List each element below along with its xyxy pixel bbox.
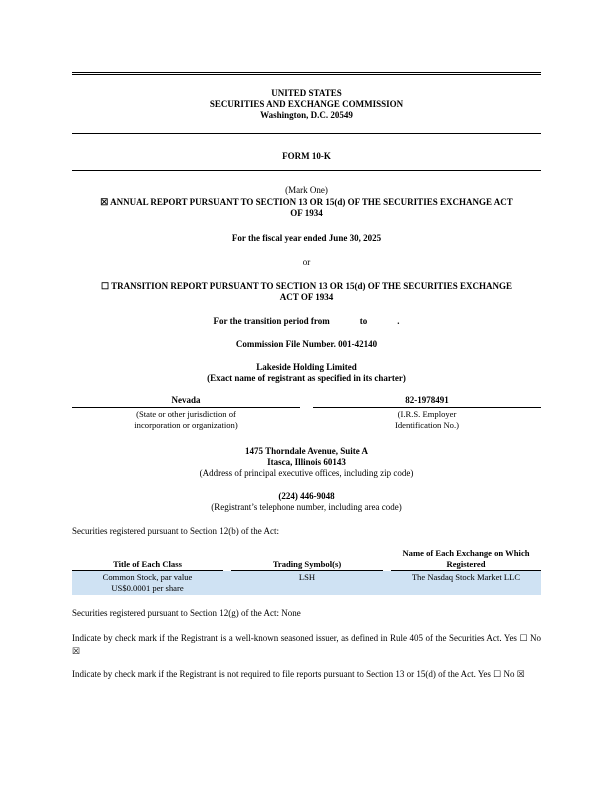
state-value: Nevada xyxy=(171,395,201,405)
state-caption-line-2: incorporation or organization) xyxy=(134,420,238,430)
transition-to-label: to xyxy=(359,316,368,326)
mark-one: (Mark One) xyxy=(285,185,328,195)
transition-checkbox-icon: ☐ xyxy=(100,281,110,291)
not-required-text: Indicate by check mark if the Registrant is not required to file reports pursuant to Section 13 or 15(d) of the Act. xyxy=(72,669,476,679)
transition-from-label: For the transition period from xyxy=(213,316,330,326)
annual-report-option xyxy=(72,197,541,219)
not-required-no-checkbox[interactable]: ☒ xyxy=(516,669,525,679)
wksi-no-label: No xyxy=(530,633,541,643)
header-exchange xyxy=(391,547,541,571)
registrant-name: Lakeside Holding Limited xyxy=(256,362,357,372)
state-caption-line-1: (State or other jurisdiction of xyxy=(136,409,236,419)
address-block xyxy=(72,446,541,479)
phone-caption: (Registrant’s telephone number, including area code) xyxy=(211,502,402,512)
header-line-3: Washington, D.C. 20549 xyxy=(260,110,353,120)
header-exchange-line-1: Name of Each Exchange on Which xyxy=(402,548,530,558)
header-exchange-line-2: Registered xyxy=(446,558,486,569)
transition-report-line-2: ACT OF 1934 xyxy=(279,292,334,302)
phone-block xyxy=(72,491,541,513)
irs-caption xyxy=(313,409,541,431)
wksi-no-checkbox[interactable]: ☒ xyxy=(72,645,81,656)
irs-caption-line-2: Identification No.) xyxy=(395,420,459,430)
not-required-no-label: No xyxy=(503,669,515,679)
securities-table-header xyxy=(72,547,541,571)
cell-trading-symbol: LSH xyxy=(231,571,383,595)
cell-title-line-1: Common Stock, par value xyxy=(102,572,193,582)
cell-title-line-2: US$0.0001 per share xyxy=(111,582,184,593)
commission-file-number: Commission File Number. 001-42140 xyxy=(235,339,378,349)
transition-period xyxy=(72,316,541,327)
transition-report-line-1: TRANSITION REPORT PURSUANT TO SECTION 13 OR 15(d) OF THE SECURITIES EXCHANGE xyxy=(111,281,513,291)
state-caption xyxy=(72,409,300,431)
cell-exchange: The Nasdaq Stock Market LLC xyxy=(391,571,541,595)
address-line-1: 1475 Thorndale Avenue, Suite A xyxy=(245,446,368,456)
not-required-yes-label: Yes xyxy=(477,669,491,679)
irs-caption-line-1: (I.R.S. Employer xyxy=(397,409,457,419)
registrant-name-caption: (Exact name of registrant as specified in its charter) xyxy=(207,373,406,383)
section-12g-label: Securities registered pursuant to Section 12(g) of the Act: None xyxy=(72,608,301,618)
or-text: or xyxy=(302,257,311,267)
state-rule xyxy=(72,407,300,408)
wksi-text: Indicate by check mark if the Registrant is a well-known seasoned issuer, as defined in Rule 405 of the Securities Act. xyxy=(72,633,502,643)
securities-table xyxy=(72,547,541,595)
irs-value: 82-1978491 xyxy=(405,395,449,405)
annual-report-line-1: ANNUAL REPORT PURSUANT TO SECTION 13 OR 15(d) OF THE SECURITIES EXCHANGE ACT xyxy=(110,197,513,207)
not-required-yes-checkbox[interactable]: ☐ xyxy=(493,669,502,679)
transition-report-option xyxy=(72,281,541,303)
phone-value: (224) 446-9048 xyxy=(278,491,335,501)
cell-title-of-class xyxy=(72,571,223,595)
header-block xyxy=(72,88,541,121)
header-line-1: UNITED STATES xyxy=(271,88,342,98)
address-caption: (Address of principal executive offices, including zip code) xyxy=(199,468,414,478)
transition-period-end: . xyxy=(397,316,400,326)
title-rule xyxy=(72,170,541,171)
wksi-paragraph xyxy=(72,632,541,657)
annual-report-line-2: OF 1934 xyxy=(290,208,323,218)
form-title: FORM 10-K xyxy=(282,151,331,161)
annual-checkbox-icon: ☒ xyxy=(100,197,109,207)
irs-rule xyxy=(313,407,541,408)
top-double-rule xyxy=(72,72,541,75)
header-rule xyxy=(72,133,541,134)
table-row xyxy=(72,571,541,595)
section-12b-label: Securities registered pursuant to Section 12(b) of the Act: xyxy=(72,526,279,536)
registrant-block xyxy=(72,362,541,384)
address-line-2: Itasca, Illinois 60143 xyxy=(267,457,346,467)
header-line-2: SECURITIES AND EXCHANGE COMMISSION xyxy=(209,99,404,109)
header-title-of-class: Title of Each Class xyxy=(72,547,223,571)
not-required-paragraph xyxy=(72,668,541,681)
header-trading-symbol: Trading Symbol(s) xyxy=(231,547,383,571)
wksi-yes-label: Yes xyxy=(503,633,517,643)
fiscal-year: For the fiscal year ended June 30, 2025 xyxy=(231,233,382,243)
wksi-yes-checkbox[interactable]: ☐ xyxy=(519,633,528,643)
